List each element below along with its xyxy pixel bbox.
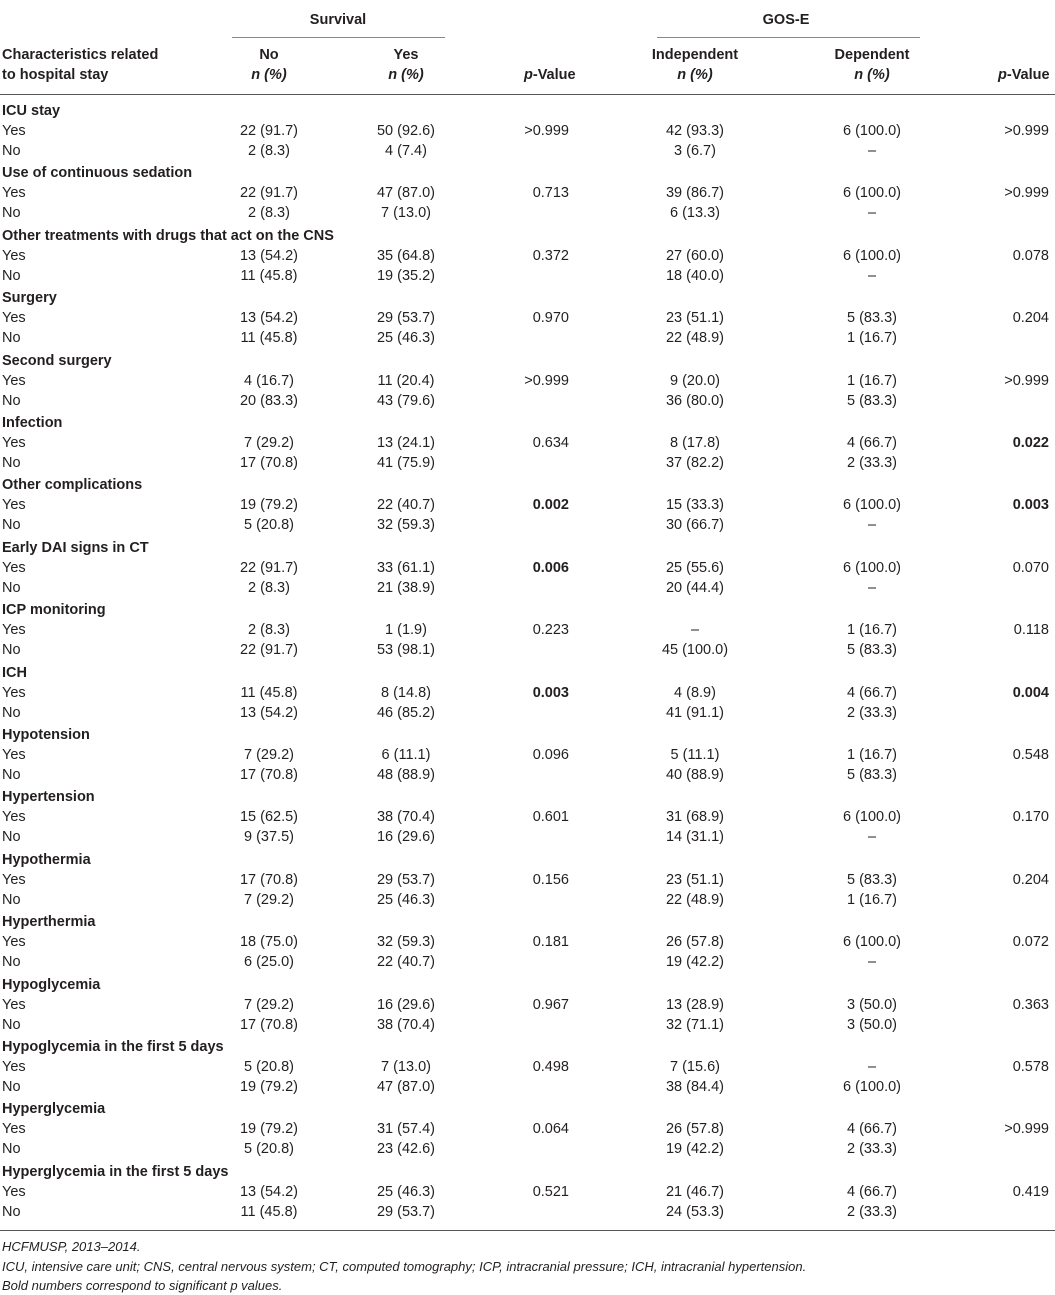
cell-survival-yes: 19 (35.2) [376,267,436,284]
cell-gose-pvalue: 0.003 [1012,497,1049,514]
cell-gose-independent: 39 (86.7) [665,185,725,202]
cell-gose-independent: 7 (15.6) [670,1059,720,1075]
cell-survival-yes: 43 (79.6) [376,392,436,409]
cell-survival-yes: 22 (40.7) [376,497,436,514]
cell-gose-pvalue: 0.022 [1012,435,1049,451]
cell-gose-independent: 45 (100.0) [661,642,729,659]
row-label: Yes [2,372,26,389]
cell-survival-no: 22 (91.7) [239,642,299,659]
row-label: No [2,891,21,908]
cell-survival-no: 17 (70.8) [239,871,299,888]
cell-survival-no: 17 (70.8) [239,1016,299,1033]
cell-gose-pvalue: 0.578 [1012,1059,1049,1075]
footnote-abbreviations: ICU, intensive care unit; CNS, central nervous system; CT, computed tomography; ICP, intracranial pressure; ICH, intracranial hypertension. [2,1259,807,1275]
cell-survival-no: 7 (29.2) [244,435,294,451]
cell-survival-no: 19 (79.2) [239,497,299,514]
col-header-no-unit: n (%) [251,67,287,83]
col-header-yes-unit: n (%) [388,67,424,83]
cell-survival-yes: 23 (42.6) [376,1141,436,1158]
section-title: ICH [2,664,27,681]
cell-survival-no: 6 (25.0) [244,954,294,971]
cell-gose-pvalue: 0.070 [1012,559,1049,576]
cell-survival-no: 19 (79.2) [239,1121,299,1138]
cell-survival-no: 2 (8.3) [248,622,290,639]
cell-survival-yes: 16 (29.6) [376,996,436,1013]
cell-survival-no: 11 (45.8) [240,684,298,701]
cell-survival-no: 11 (45.8) [240,330,298,347]
cell-survival-no: 11 (45.8) [240,267,298,284]
cell-gose-dependent: 5 (83.3) [847,642,897,659]
row-label: No [2,517,21,534]
cell-gose-independent: 8 (17.8) [670,435,720,451]
col-header-independent-unit: n (%) [677,67,713,83]
cell-survival-no: 15 (62.5) [239,809,299,826]
section-title: Other complications [2,477,143,494]
cell-survival-yes: 1 (1.9) [385,622,427,639]
cell-gose-dependent: 2 (33.3) [847,1203,897,1220]
cell-gose-independent: 22 (48.9) [665,891,725,908]
cell-survival-yes: 53 (98.1) [376,642,436,659]
cell-survival-no: 2 (8.3) [248,579,290,596]
row-label: No [2,954,21,971]
cell-survival-no: 4 (16.7) [244,372,294,389]
cell-survival-yes: 47 (87.0) [376,185,436,202]
cell-gose-dependent: 5 (83.3) [847,392,897,409]
cell-survival-yes: 33 (61.1) [376,559,436,576]
cell-gose-independent: 26 (57.8) [665,1121,725,1138]
cell-gose-pvalue: 0.204 [1012,310,1049,327]
group-header-survival: Survival [309,12,367,28]
row-label: Yes [2,747,26,763]
cell-gose-dependent: 5 (83.3) [847,310,897,327]
cell-survival-no: 5 (20.8) [244,1141,294,1158]
cell-survival-pvalue: 0.498 [532,1059,569,1075]
cell-gose-pvalue: 0.072 [1012,934,1049,951]
cell-gose-independent: 21 (46.7) [665,1183,725,1200]
col-header-dependent: Dependent [834,47,910,63]
cell-gose-dependent: – [867,579,877,596]
cell-gose-dependent: 3 (50.0) [847,1016,897,1033]
col-header-dependent-unit: n (%) [854,67,890,83]
section-title: Early DAI signs in CT [2,539,149,556]
cell-gose-independent: 19 (42.2) [665,954,725,971]
row-label: Yes [2,1059,26,1075]
cell-gose-pvalue: 0.419 [1012,1183,1049,1200]
row-label: No [2,1016,21,1033]
section-title: Hypertension [2,789,95,806]
section-title: Hypoglycemia in the first 5 days [2,1039,224,1055]
cell-survival-pvalue: >0.999 [524,123,569,139]
row-label-header-line1: Characteristics related [2,47,159,63]
cell-survival-no: 22 (91.7) [239,123,299,139]
cell-gose-independent: 23 (51.1) [665,871,725,888]
section-title: Second surgery [2,352,112,369]
cell-gose-dependent: 2 (33.3) [847,704,897,721]
cell-survival-yes: 35 (64.8) [376,247,436,264]
row-label: Yes [2,996,26,1013]
cell-survival-yes: 25 (46.3) [376,891,436,908]
cell-gose-pvalue: >0.999 [1004,185,1049,202]
cell-survival-yes: 25 (46.3) [376,1183,436,1200]
cell-survival-yes: 8 (14.8) [381,684,431,701]
cell-gose-dependent: – [867,143,877,159]
row-label: Yes [2,559,26,576]
col-header-survival-pvalue: p-Value [524,67,576,83]
cell-gose-pvalue: 0.548 [1012,747,1049,763]
row-label: Yes [2,185,26,202]
cell-survival-yes: 47 (87.0) [376,1079,436,1095]
row-label: Yes [2,1183,26,1200]
cell-survival-pvalue: 0.601 [532,809,569,826]
cell-survival-no: 5 (20.8) [244,517,294,534]
cell-gose-dependent: 2 (33.3) [847,1141,897,1158]
row-label: No [2,1079,21,1095]
cell-survival-no: 7 (29.2) [244,891,294,908]
cell-survival-yes: 7 (13.0) [381,1059,431,1075]
cell-gose-pvalue: >0.999 [1004,123,1049,139]
cell-gose-independent: 22 (48.9) [665,330,725,347]
row-label: Yes [2,622,26,639]
gose-group-rule [657,37,920,38]
cell-gose-independent: 25 (55.6) [665,559,725,576]
cell-gose-independent: 23 (51.1) [665,310,725,327]
row-label: Yes [2,497,26,514]
cell-gose-dependent: 4 (66.7) [847,1183,897,1200]
cell-survival-no: 9 (37.5) [244,829,294,846]
cell-survival-pvalue: 0.634 [532,435,569,451]
section-title: Hyperglycemia [2,1101,106,1118]
header-rule [0,94,1055,95]
cell-gose-independent: 27 (60.0) [665,247,725,264]
cell-gose-dependent: 1 (16.7) [847,372,897,389]
cell-gose-independent: 41 (91.1) [665,704,725,721]
cell-survival-yes: 4 (7.4) [385,143,427,159]
col-header-gose-pvalue: p-Value [998,67,1050,83]
cell-survival-pvalue: 0.372 [532,247,569,264]
cell-survival-pvalue: 0.181 [532,934,569,951]
cell-survival-yes: 11 (20.4) [377,372,435,389]
cell-survival-no: 22 (91.7) [239,185,299,202]
cell-survival-yes: 6 (11.1) [381,747,431,763]
cell-gose-dependent: 4 (66.7) [847,684,897,701]
cell-survival-pvalue: 0.713 [532,185,569,202]
cell-gose-dependent: 4 (66.7) [847,1121,897,1138]
cell-gose-independent: 31 (68.9) [665,809,725,826]
row-label: No [2,704,21,721]
cell-gose-dependent: 5 (83.3) [847,871,897,888]
cell-gose-independent: 38 (84.4) [665,1079,725,1095]
section-title: Hypothermia [2,851,91,868]
row-label: No [2,642,21,659]
cell-gose-independent: 30 (66.7) [665,517,725,534]
cell-gose-independent: 36 (80.0) [665,392,725,409]
cell-gose-independent: 32 (71.1) [665,1016,725,1033]
cell-gose-pvalue: 0.170 [1012,809,1049,826]
cell-survival-yes: 25 (46.3) [376,330,436,347]
row-label: Yes [2,809,26,826]
cell-survival-no: 13 (54.2) [239,247,299,264]
row-label: No [2,1203,21,1220]
section-title: Use of continuous sedation [2,165,193,182]
row-label: No [2,267,21,284]
cell-gose-independent: 3 (6.7) [674,143,716,159]
cell-survival-no: 2 (8.3) [248,143,290,159]
cell-survival-yes: 29 (53.7) [376,310,436,327]
cell-survival-no: 11 (45.8) [240,1203,298,1220]
cell-gose-pvalue: 0.078 [1012,247,1049,264]
cell-survival-yes: 32 (59.3) [376,517,436,534]
cell-gose-dependent: 1 (16.7) [847,891,897,908]
row-label: No [2,829,21,846]
cell-survival-no: 13 (54.2) [239,1183,299,1200]
row-label: Yes [2,934,26,951]
cell-survival-no: 7 (29.2) [244,747,294,763]
section-title: Hyperthermia [2,914,96,931]
section-title: Hyperglycemia in the first 5 days [2,1163,229,1180]
cell-survival-yes: 50 (92.6) [376,123,436,139]
cell-gose-independent: 40 (88.9) [665,767,725,783]
row-label: No [2,455,21,471]
cell-gose-independent: 15 (33.3) [665,497,725,514]
cell-gose-dependent: – [867,205,877,222]
cell-gose-independent: 5 (11.1) [670,747,720,763]
section-title: ICU stay [2,103,61,119]
cell-survival-no: 20 (83.3) [239,392,299,409]
col-header-independent: Independent [651,47,739,63]
cell-survival-yes: 29 (53.7) [376,1203,436,1220]
cell-survival-pvalue: 0.096 [532,747,569,763]
section-title: Other treatments with drugs that act on the CNS [2,227,334,244]
cell-survival-yes: 48 (88.9) [376,767,436,783]
cell-gose-independent: 37 (82.2) [665,455,725,471]
row-label: Yes [2,1121,26,1138]
cell-gose-dependent: – [867,954,877,971]
cell-survival-yes: 38 (70.4) [376,809,436,826]
cell-gose-dependent: 6 (100.0) [842,123,902,139]
cell-gose-independent: – [690,622,700,639]
cell-survival-no: 17 (70.8) [239,767,299,783]
cell-survival-yes: 22 (40.7) [376,954,436,971]
cell-gose-dependent: 6 (100.0) [842,934,902,951]
row-label: Yes [2,435,26,451]
cell-survival-yes: 7 (13.0) [381,205,431,222]
cell-gose-independent: 42 (93.3) [665,123,725,139]
cell-gose-dependent: 6 (100.0) [842,559,902,576]
cell-survival-yes: 46 (85.2) [376,704,436,721]
cell-gose-dependent: 6 (100.0) [842,185,902,202]
cell-gose-dependent: 6 (100.0) [842,247,902,264]
cell-survival-pvalue: 0.064 [532,1121,569,1138]
cell-survival-no: 7 (29.2) [244,996,294,1013]
cell-gose-dependent: 3 (50.0) [847,996,897,1013]
cell-survival-pvalue: 0.970 [532,310,569,327]
cell-gose-independent: 9 (20.0) [670,372,720,389]
cell-gose-dependent: – [867,1059,877,1075]
cell-gose-pvalue: >0.999 [1004,372,1049,389]
row-label: Yes [2,123,26,139]
bottom-rule [0,1230,1055,1231]
cell-survival-pvalue: 0.002 [532,497,569,514]
cell-gose-dependent: 2 (33.3) [847,455,897,471]
cell-gose-dependent: – [867,517,877,534]
row-label: No [2,205,21,222]
cell-gose-pvalue: 0.118 [1013,622,1049,639]
group-header-gose: GOS-E [762,12,810,28]
cell-survival-yes: 13 (24.1) [376,435,436,451]
row-label: Yes [2,871,26,888]
row-label: No [2,143,21,159]
row-label: No [2,579,21,596]
cell-gose-independent: 14 (31.1) [665,829,725,846]
col-header-no: No [259,47,279,63]
row-label: Yes [2,684,26,701]
cell-survival-no: 18 (75.0) [239,934,299,951]
cell-survival-pvalue: 0.521 [532,1183,569,1200]
cell-gose-pvalue: >0.999 [1004,1121,1049,1138]
cell-gose-dependent: 1 (16.7) [847,747,897,763]
section-title: Hypotension [2,727,90,743]
cell-gose-dependent: 6 (100.0) [842,1079,902,1095]
cell-survival-yes: 16 (29.6) [376,829,436,846]
cell-gose-dependent: 4 (66.7) [847,435,897,451]
col-header-yes: Yes [393,47,419,63]
section-title: Surgery [2,290,57,307]
section-title: ICP monitoring [2,602,106,619]
section-title: Hypoglycemia [2,976,101,993]
cell-gose-dependent: 6 (100.0) [842,809,902,826]
cell-gose-independent: 26 (57.8) [665,934,725,951]
cell-gose-pvalue: 0.204 [1012,871,1049,888]
cell-gose-pvalue: 0.004 [1012,684,1049,701]
row-label: No [2,1141,21,1158]
cell-gose-dependent: 5 (83.3) [847,767,897,783]
cell-survival-pvalue: 0.003 [532,684,569,701]
cell-survival-pvalue: 0.006 [532,559,569,576]
cell-gose-independent: 4 (8.9) [674,684,716,701]
cell-survival-yes: 32 (59.3) [376,934,436,951]
cell-gose-independent: 18 (40.0) [665,267,725,284]
cell-gose-pvalue: 0.363 [1012,996,1049,1013]
footnote-bold-note: Bold numbers correspond to significant p values. [2,1278,283,1294]
cell-survival-yes: 41 (75.9) [376,455,436,471]
cell-survival-yes: 29 (53.7) [376,871,436,888]
row-label: Yes [2,247,26,264]
cell-gose-dependent: 6 (100.0) [842,497,902,514]
row-label: No [2,767,21,783]
cell-survival-pvalue: 0.967 [532,996,569,1013]
cell-survival-no: 2 (8.3) [248,205,290,222]
row-label: Yes [2,310,26,327]
row-label: No [2,392,21,409]
cell-gose-independent: 20 (44.4) [665,579,725,596]
cell-gose-independent: 6 (13.3) [670,205,720,222]
cell-gose-independent: 24 (53.3) [665,1203,725,1220]
cell-gose-dependent: – [867,267,877,284]
cell-gose-independent: 13 (28.9) [665,996,725,1013]
cell-survival-pvalue: >0.999 [524,372,569,389]
cell-survival-no: 19 (79.2) [239,1079,299,1095]
cell-survival-pvalue: 0.156 [532,871,569,888]
row-label-header-line2: to hospital stay [2,67,109,83]
cell-survival-yes: 21 (38.9) [376,579,436,596]
cell-gose-dependent: 1 (16.7) [847,330,897,347]
cell-gose-dependent: 1 (16.7) [847,622,897,639]
cell-survival-no: 22 (91.7) [239,559,299,576]
footnote-source: HCFMUSP, 2013–2014. [2,1239,141,1255]
cell-survival-yes: 31 (57.4) [376,1121,436,1138]
cell-survival-no: 5 (20.8) [244,1059,294,1075]
cell-survival-no: 13 (54.2) [239,310,299,327]
section-title: Infection [2,415,63,431]
cell-gose-dependent: – [867,829,877,846]
cell-survival-no: 13 (54.2) [239,704,299,721]
cell-survival-no: 17 (70.8) [239,455,299,471]
row-label: No [2,330,21,347]
cell-survival-yes: 38 (70.4) [376,1016,436,1033]
cell-gose-independent: 19 (42.2) [665,1141,725,1158]
survival-group-rule [232,37,445,38]
cell-survival-pvalue: 0.223 [532,622,569,639]
